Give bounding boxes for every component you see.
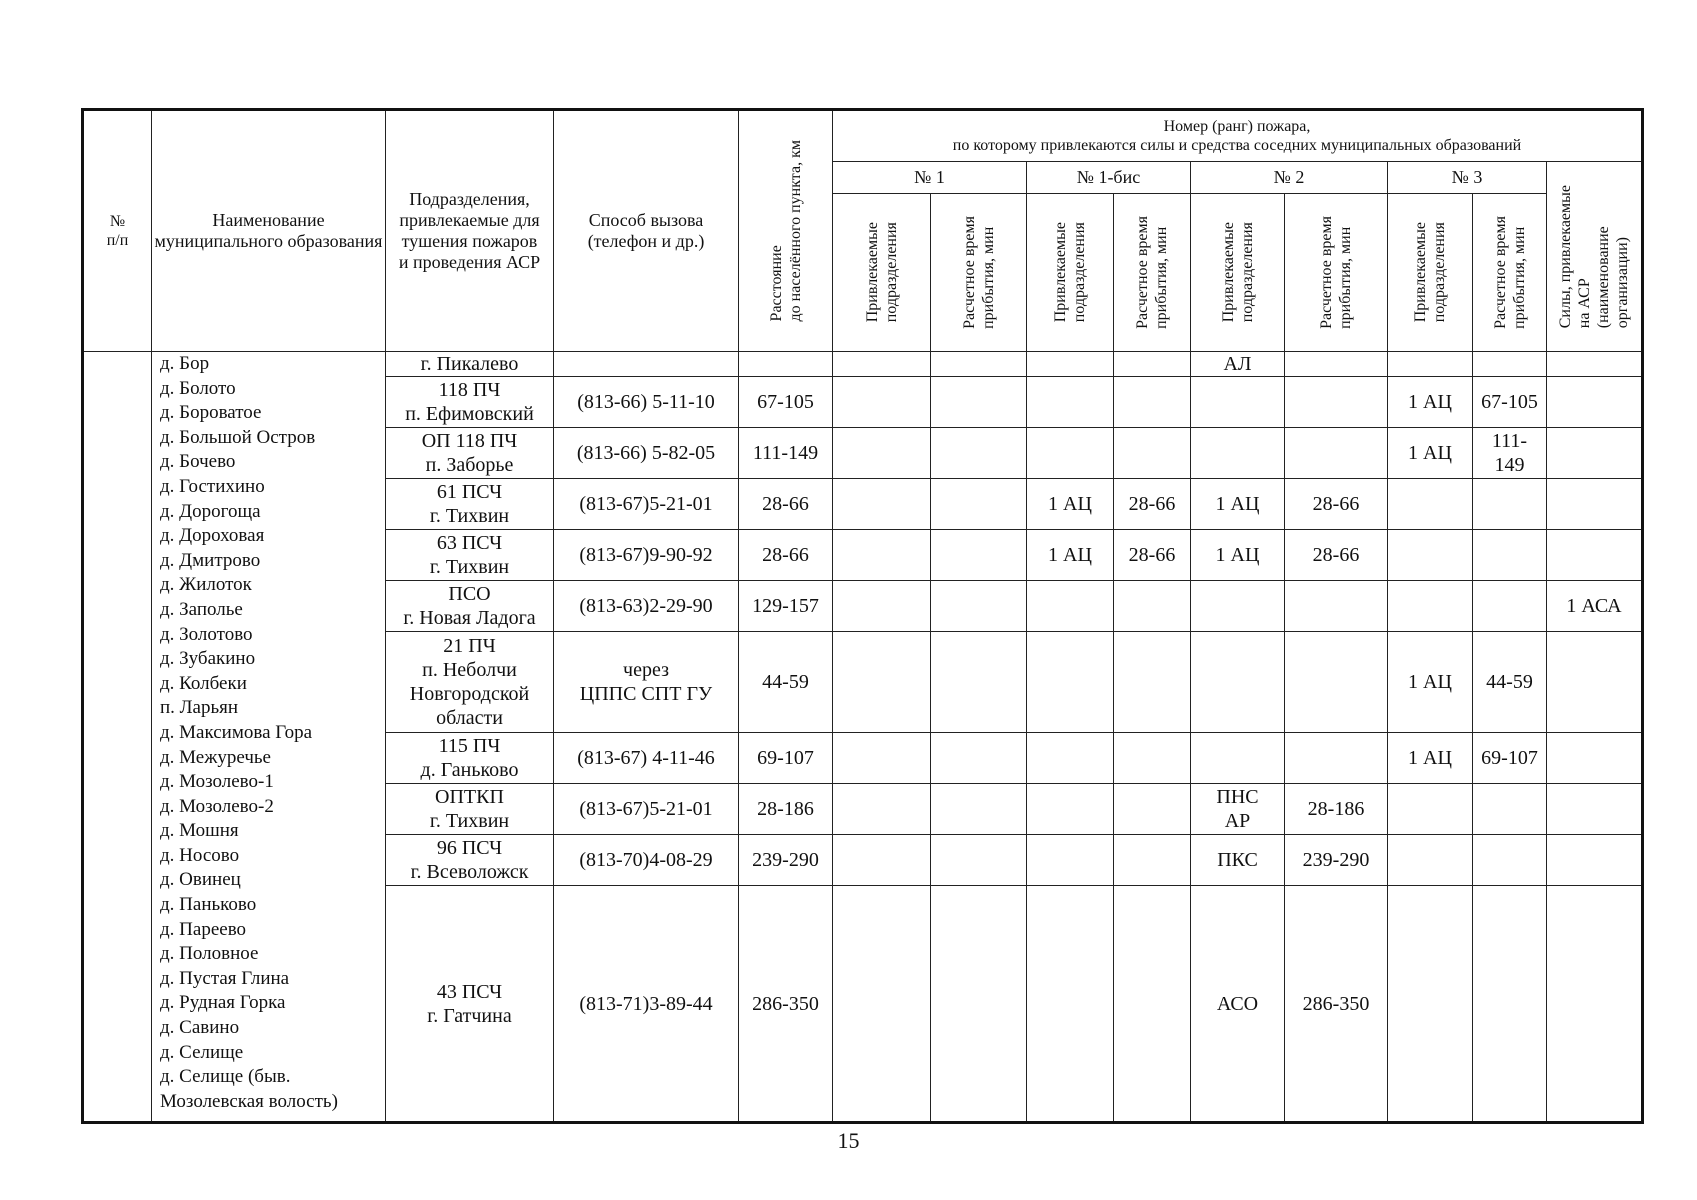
cell-unit: 43 ПСЧ г. Гатчина <box>386 886 554 1123</box>
settlement-item: д. Золотово <box>160 623 253 645</box>
header-sub-cell <box>1027 194 1114 352</box>
cell-r2u: АЛ <box>1191 352 1285 377</box>
cell-rbu <box>1027 886 1114 1123</box>
cell-unit: 115 ПЧ д. Ганьково <box>386 733 554 784</box>
cell-r1u <box>833 428 931 479</box>
settlement-item: д. Заполье <box>160 598 243 620</box>
header-fire-rank: Номер (ранг) пожара, по которому привлекаются силы и средства соседних муниципальных образований <box>833 110 1643 162</box>
settlement-item: д. Савино <box>160 1017 240 1039</box>
cell-r3t <box>1473 479 1547 530</box>
cell-call: через ЦППС СПТ ГУ <box>554 632 739 733</box>
cell-call: (813-66) 5-82-05 <box>554 428 739 479</box>
header-rank-1: № 1 <box>833 162 1027 194</box>
cell-r2t <box>1285 632 1388 733</box>
cell-dist: 286-350 <box>739 886 833 1123</box>
cell-r2t <box>1285 733 1388 784</box>
cell-r1t <box>931 530 1027 581</box>
settlement-item: д. Мозолево-2 <box>160 795 274 817</box>
cell-r2t: 28-186 <box>1285 784 1388 835</box>
cell-rbt <box>1114 886 1191 1123</box>
cell-r2u: ПНС АР <box>1191 784 1285 835</box>
cell-r1u <box>833 784 931 835</box>
cell-r3t: 44-59 <box>1473 632 1547 733</box>
settlement-item: д. Рудная Горка <box>160 992 286 1014</box>
cell-asr <box>1547 632 1643 733</box>
settlement-item: д. Бочево <box>160 451 236 473</box>
cell-dist: 67-105 <box>739 377 833 428</box>
cell-unit: ОПТКП г. Тихвин <box>386 784 554 835</box>
cell-r1t <box>931 784 1027 835</box>
settlement-item: д. Бороватое <box>160 402 262 424</box>
cell-unit: 61 ПСЧ г. Тихвин <box>386 479 554 530</box>
header-sub-cell <box>1114 194 1191 352</box>
cell-r1t <box>931 428 1027 479</box>
table-body <box>83 352 1643 1123</box>
cell-rbu <box>1027 784 1114 835</box>
cell-r2u: АСО <box>1191 886 1285 1123</box>
cell-dist: 44-59 <box>739 632 833 733</box>
cell-unit: г. Пикалево <box>386 352 554 377</box>
cell-r3u: 1 АЦ <box>1388 377 1473 428</box>
settlement-item: д. Селище <box>160 1041 244 1063</box>
header-sub-cell <box>1285 194 1388 352</box>
settlement-item: д. Гостихино <box>160 475 265 497</box>
cell-r3t <box>1473 784 1547 835</box>
cell-r1t <box>931 479 1027 530</box>
cell-rbu <box>1027 428 1114 479</box>
cell-r3u: 1 АЦ <box>1388 428 1473 479</box>
settlement-item: д. Максимова Гора <box>160 721 313 743</box>
cell-r1t <box>931 352 1027 377</box>
cell-rbu: 1 АЦ <box>1027 479 1114 530</box>
settlement-item: д. Овинец <box>160 869 241 891</box>
header-distance: Расстояние до населённого пункта, км <box>767 140 804 322</box>
cell-r2u <box>1191 581 1285 632</box>
cell-unit: 63 ПСЧ г. Тихвин <box>386 530 554 581</box>
settlement-item: д. Мошня <box>160 820 239 842</box>
header-sub-cell <box>1473 194 1547 352</box>
cell-r1t <box>931 377 1027 428</box>
settlement-item: д. Носово <box>160 844 240 866</box>
cell-r2u <box>1191 632 1285 733</box>
cell-call: (813-67)5-21-01 <box>554 784 739 835</box>
cell-asr <box>1547 886 1643 1123</box>
settlement-item: д. Половное <box>160 943 259 965</box>
cell-asr <box>1547 530 1643 581</box>
header-r2-units: Привлекаемые подразделения <box>1219 222 1256 323</box>
cell-rbt <box>1114 352 1191 377</box>
cell-rbu <box>1027 581 1114 632</box>
header-sub-cell <box>1191 194 1285 352</box>
cell-rbt <box>1114 784 1191 835</box>
header-r3-units: Привлекаемые подразделения <box>1412 222 1448 323</box>
header-r3-time: Расчетное время прибытия, мин <box>1491 216 1528 329</box>
cell-r2u: ПКС <box>1191 835 1285 886</box>
cell-dist <box>739 352 833 377</box>
cell-asr <box>1547 479 1643 530</box>
cell-r1u <box>833 581 931 632</box>
cell-rbu: 1 АЦ <box>1027 530 1114 581</box>
header-rbis-units: Привлекаемые подразделения <box>1052 222 1088 323</box>
settlement-item: д. Большой Остров <box>160 426 316 448</box>
cell-dist: 129-157 <box>739 581 833 632</box>
cell-r1u <box>833 479 931 530</box>
cell-call: (813-63)2-29-90 <box>554 581 739 632</box>
cell-r2t <box>1285 377 1388 428</box>
settlement-list <box>152 352 386 1123</box>
cell-r2t <box>1285 581 1388 632</box>
cell-r2t: 28-66 <box>1285 530 1388 581</box>
cell-r3t <box>1473 352 1547 377</box>
cell-dist: 69-107 <box>739 733 833 784</box>
cell-unit: ПСО г. Новая Ладога <box>386 581 554 632</box>
cell-r3u <box>1388 479 1473 530</box>
cell-asr: 1 АСА <box>1547 581 1643 632</box>
settlement-item: д. Пареево <box>160 918 247 940</box>
settlement-item: д. Мозолево-1 <box>160 771 274 793</box>
cell-rbu <box>1027 377 1114 428</box>
cell-r3t <box>1473 581 1547 632</box>
cell-r1t <box>931 581 1027 632</box>
cell-call: (813-67) 4-11-46 <box>554 733 739 784</box>
cell-r1u <box>833 632 931 733</box>
cell-dist: 239-290 <box>739 835 833 886</box>
cell-asr <box>1547 352 1643 377</box>
settlement-item: д. Дороховая <box>160 525 265 547</box>
header-asr-forces: Силы, привлекаемые на АСР (наименование организации) <box>1557 184 1631 329</box>
cell-r1u <box>833 530 931 581</box>
cell-unit: 96 ПСЧ г. Всеволожск <box>386 835 554 886</box>
cell-r3t <box>1473 530 1547 581</box>
cell-rbt <box>1114 428 1191 479</box>
cell-r3t: 67-105 <box>1473 377 1547 428</box>
header-rank-1bis: № 1-бис <box>1027 162 1191 194</box>
header-units: Подразделения, привлекаемые для тушения пожаров и проведения АСР <box>386 110 554 352</box>
settlement-item: д. Дмитрово <box>160 549 261 571</box>
cell-r3t: 111- 149 <box>1473 428 1547 479</box>
settlement-item: д. Пустая Глина <box>160 967 290 989</box>
cell-unit: 118 ПЧ п. Ефимовский <box>386 377 554 428</box>
cell-r2u: 1 АЦ <box>1191 479 1285 530</box>
header-distance-cell <box>739 110 833 352</box>
fire-forces-table <box>81 108 1644 1124</box>
cell-r2t: 28-66 <box>1285 479 1388 530</box>
header-call-method: Способ вызова (телефон и др.) <box>554 110 739 352</box>
cell-r3u <box>1388 886 1473 1123</box>
settlement-item: д. Бор <box>160 353 210 374</box>
cell-rbt <box>1114 733 1191 784</box>
cell-asr <box>1547 428 1643 479</box>
header-sub-cell <box>931 194 1027 352</box>
cell-rbu <box>1027 352 1114 377</box>
cell-dist: 111-149 <box>739 428 833 479</box>
cell-r1t <box>931 886 1027 1123</box>
table-row <box>83 352 1643 377</box>
cell-r1u <box>833 886 931 1123</box>
cell-call: (813-67)5-21-01 <box>554 479 739 530</box>
cell-asr <box>1547 733 1643 784</box>
cell-rbt <box>1114 377 1191 428</box>
row-number-cell <box>83 352 152 1123</box>
cell-dist: 28-66 <box>739 530 833 581</box>
cell-unit: ОП 118 ПЧ п. Заборье <box>386 428 554 479</box>
header-rbis-time: Расчетное время прибытия, мин <box>1134 216 1170 329</box>
settlement-item: д. Жилоток <box>160 574 252 596</box>
cell-r1u <box>833 835 931 886</box>
settlement-item: д. Колбеки <box>160 672 247 694</box>
cell-call: (813-70)4-08-29 <box>554 835 739 886</box>
settlement-item: д. Дорогоща <box>160 500 261 522</box>
cell-asr <box>1547 784 1643 835</box>
settlement-item: д. Болото <box>160 377 236 399</box>
cell-r2u: 1 АЦ <box>1191 530 1285 581</box>
cell-rbt <box>1114 581 1191 632</box>
cell-rbu <box>1027 632 1114 733</box>
settlement-item: д. Зубакино <box>160 648 256 670</box>
cell-r2t <box>1285 428 1388 479</box>
cell-r1t <box>931 733 1027 784</box>
header-sub-cell <box>1388 194 1473 352</box>
cell-call: (813-71)3-89-44 <box>554 886 739 1123</box>
cell-r2u <box>1191 377 1285 428</box>
cell-r3u <box>1388 581 1473 632</box>
settlement-item: д. Селище (быв. <box>160 1066 291 1088</box>
cell-rbt <box>1114 835 1191 886</box>
header-r1-units: Привлекаемые подразделения <box>863 222 900 323</box>
cell-r2u <box>1191 428 1285 479</box>
header-num: № п/п <box>83 110 152 352</box>
cell-call: (813-66) 5-11-10 <box>554 377 739 428</box>
cell-asr <box>1547 377 1643 428</box>
cell-r3t <box>1473 835 1547 886</box>
cell-rbt <box>1114 632 1191 733</box>
cell-r3t: 69-107 <box>1473 733 1547 784</box>
cell-r1t <box>931 632 1027 733</box>
header-r1-time: Расчетное время прибытия, мин <box>960 216 997 329</box>
cell-r3u <box>1388 530 1473 581</box>
cell-r2u <box>1191 733 1285 784</box>
cell-r1u <box>833 352 931 377</box>
cell-r3u: 1 АЦ <box>1388 632 1473 733</box>
cell-r3u <box>1388 784 1473 835</box>
settlement-item: Мозолевская волость) <box>160 1090 338 1112</box>
page-number: 15 <box>837 1128 860 1153</box>
cell-r2t: 286-350 <box>1285 886 1388 1123</box>
cell-rbt: 28-66 <box>1114 479 1191 530</box>
settlement-item: д. Паньково <box>160 894 257 916</box>
header-sub-cell <box>833 194 931 352</box>
cell-r3u <box>1388 352 1473 377</box>
cell-r1t <box>931 835 1027 886</box>
cell-rbu <box>1027 733 1114 784</box>
header-municipality: Наименование муниципального образования <box>152 110 386 352</box>
cell-r1u <box>833 377 931 428</box>
cell-r3t <box>1473 886 1547 1123</box>
cell-unit: 21 ПЧ п. Неболчи Новгородской области <box>386 632 554 733</box>
header-rank-3: № 3 <box>1388 162 1547 194</box>
cell-rbu <box>1027 835 1114 886</box>
cell-call: (813-67)9-90-92 <box>554 530 739 581</box>
header-rank-2: № 2 <box>1191 162 1388 194</box>
cell-r3u <box>1388 835 1473 886</box>
cell-call <box>554 352 739 377</box>
cell-dist: 28-66 <box>739 479 833 530</box>
cell-dist: 28-186 <box>739 784 833 835</box>
settlement-item: д. Межуречье <box>160 746 271 768</box>
cell-r1u <box>833 733 931 784</box>
settlement-item: п. Ларьян <box>160 697 239 719</box>
cell-rbt: 28-66 <box>1114 530 1191 581</box>
cell-asr <box>1547 835 1643 886</box>
cell-r3u: 1 АЦ <box>1388 733 1473 784</box>
header-asr-cell <box>1547 162 1643 352</box>
header-r2-time: Расчетное время прибытия, мин <box>1318 216 1354 329</box>
cell-r2t: 239-290 <box>1285 835 1388 886</box>
cell-r2t <box>1285 352 1388 377</box>
